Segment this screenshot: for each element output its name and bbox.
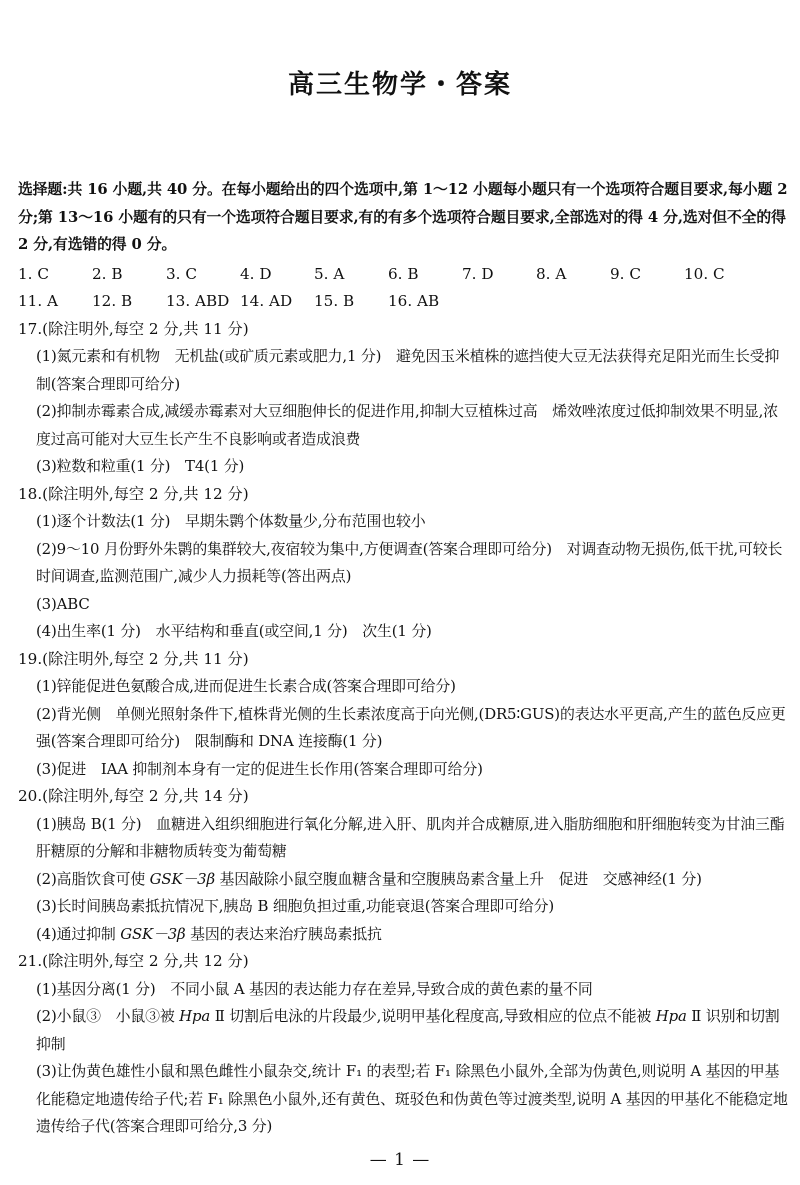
answer-text: Ⅱ 识别和切割 抑制 <box>36 1007 795 1053</box>
answer-part: (2)抑制赤霉素合成,减缓赤霉素对大豆细胞伸长的促进作用,抑制大豆植株过高 烯效唑浓度过低抑制效果不明显,浓度过高可能对大豆生长产生不良影响或者造成浪费 <box>36 402 778 448</box>
mc-instructions: 选择题:共 16 小题,共 40 分。在每小题给出的四个选项中,第 1～12 小题每小题只有一个选项符合题目要求,每小题 2 分;第 13～16 小题有的只有一个选项符合题目要求,有的有多个选项符合题目要求,全部选对的得 4 分,选对但不全的得 2 分,有选错的得 0 分。 <box>18 181 788 253</box>
mc-answer: 15. B <box>314 292 355 310</box>
answer-text: (4)通过抑制 <box>36 924 121 943</box>
answer-part <box>36 1003 795 1058</box>
question-19 <box>18 646 788 784</box>
mc-answer: 11. A <box>18 292 58 310</box>
answer-part: (1)基因分离(1 分) 不同小鼠 A 基因的表达能力存在差异,导致合成的黄色素的量不同 <box>36 979 593 998</box>
mc-answer: 7. D <box>462 264 494 283</box>
mc-answer: 6. B <box>388 264 419 283</box>
answer-part: (3)长时间胰岛素抵抗情况下,胰岛 B 细胞负担过重,功能衰退(答案合理即可给分) <box>36 897 555 915</box>
answer-text: 基因敲除小鼠空腹血糖含量和空腹胰岛素含量上升 促进 交感神经(1 分) <box>214 869 702 888</box>
question-header: 21.(除注明外,每空 2 分,共 12 分) <box>18 952 249 970</box>
mc-answer: 13. ABD <box>166 292 230 310</box>
answer-content <box>18 176 800 1141</box>
answer-part: (2)背光侧 单侧光照射条件下,植株背光侧的生长素浓度高于向光侧,(DR5∶GUS)的表达水平更高,产生的蓝色反应更强(答案合理即可给分) 限制酶和 DNA 连接酶(1 分) <box>36 704 786 750</box>
mc-answer: 3. C <box>166 264 197 283</box>
answer-text: Ⅱ 切割后电泳的片段最少,说明甲基化程度高,导致相应的位点不能被 <box>210 1007 656 1025</box>
mc-answers-row-2 <box>18 288 788 316</box>
mc-answer: 10. C <box>684 264 725 283</box>
answer-part: (1)逐个计数法(1 分) 早期朱鹮个体数量少,分布范围也较小 <box>36 512 426 530</box>
gene-name: GSK－3β <box>120 924 186 943</box>
mc-answer: 2. B <box>92 264 123 283</box>
answer-part: (3)让伪黄色雄性小鼠和黑色雌性小鼠杂交,统计 F₁ 的表型;若 F₁ 除黑色小鼠外,全部为伪黄色,则说明 A 基因的甲基化能稳定地遗传给子代;若 F₁ 除黑色小鼠外,还有黄色、斑驳色和伪黄色等过渡类型,说明 A 基因的甲基化不能稳定地遗传给子代(答案合理即可给分,3 分) <box>36 1062 788 1135</box>
mc-answer: 8. A <box>536 264 567 283</box>
answer-part: (1)胰岛 B(1 分) 血糖进入组织细胞进行氧化分解,进入肝、肌肉并合成糖原,进入脂肪细胞和肝细胞转变为甘油三酯 肝糖原的分解和非糖物质转变为葡萄糖 <box>36 814 800 860</box>
question-20 <box>18 783 800 948</box>
mc-answer: 14. AD <box>240 292 293 310</box>
mc-answer: 1. C <box>18 264 49 283</box>
mc-answer: 16. AB <box>388 292 440 310</box>
answer-part: (3)粒数和粒重(1 分) T4(1 分) <box>36 457 245 475</box>
question-header: 18.(除注明外,每空 2 分,共 12 分) <box>18 484 249 503</box>
mc-answer: 4. D <box>240 264 272 283</box>
answer-part: (1)锌能促进色氨酸合成,进而促进生长素合成(答案合理即可给分) <box>36 677 456 695</box>
answer-text: 基因的表达来治疗胰岛素抵抗 <box>185 924 382 943</box>
mc-answer: 12. B <box>92 292 133 310</box>
mc-answer: 9. C <box>610 264 641 283</box>
question-header: 20.(除注明外,每空 2 分,共 14 分) <box>18 787 249 805</box>
page-number: — 1 — <box>369 1150 431 1170</box>
answer-part <box>36 921 788 949</box>
answer-part: (4)出生率(1 分) 水平结构和垂直(或空间,1 分) 次生(1 分) <box>36 622 432 640</box>
question-17 <box>18 316 788 481</box>
mc-answer: 5. A <box>314 264 345 283</box>
page-title: 高三生物学・答案 <box>287 70 512 100</box>
answer-text: (2)小鼠③ 小鼠③被 <box>36 1007 180 1025</box>
answer-part: (3)ABC <box>36 594 90 613</box>
gene-name: GSK－3β <box>149 869 215 888</box>
question-header: 19.(除注明外,每空 2 分,共 11 分) <box>18 649 249 668</box>
mc-answers-row-1 <box>18 261 788 289</box>
answer-part <box>36 866 788 894</box>
question-21 <box>18 948 795 1141</box>
question-header: 17.(除注明外,每空 2 分,共 11 分) <box>18 319 249 338</box>
enzyme-name: Hpa <box>179 1007 211 1025</box>
answer-part: (3)促进 IAA 抑制剂本身有一定的促进生长作用(答案合理即可给分) <box>36 759 483 778</box>
answer-part: (2)9～10 月份野外朱鹮的集群较大,夜宿较为集中,方便调查(答案合理即可给分) 对调查动物无损伤,低干扰,可较长时间调查,监测范围广,减少人力损耗等(答出两点) <box>36 539 783 585</box>
enzyme-name: Hpa <box>655 1007 687 1025</box>
question-18 <box>18 481 788 646</box>
answer-text: (2)高脂饮食可使 <box>36 869 150 888</box>
answer-part: (1)氮元素和有机物 无机盐(或矿质元素或肥力,1 分) 避免因玉米植株的遮挡使大豆无法获得充足阳光而生长受抑制(答案合理即可给分) <box>36 347 780 393</box>
